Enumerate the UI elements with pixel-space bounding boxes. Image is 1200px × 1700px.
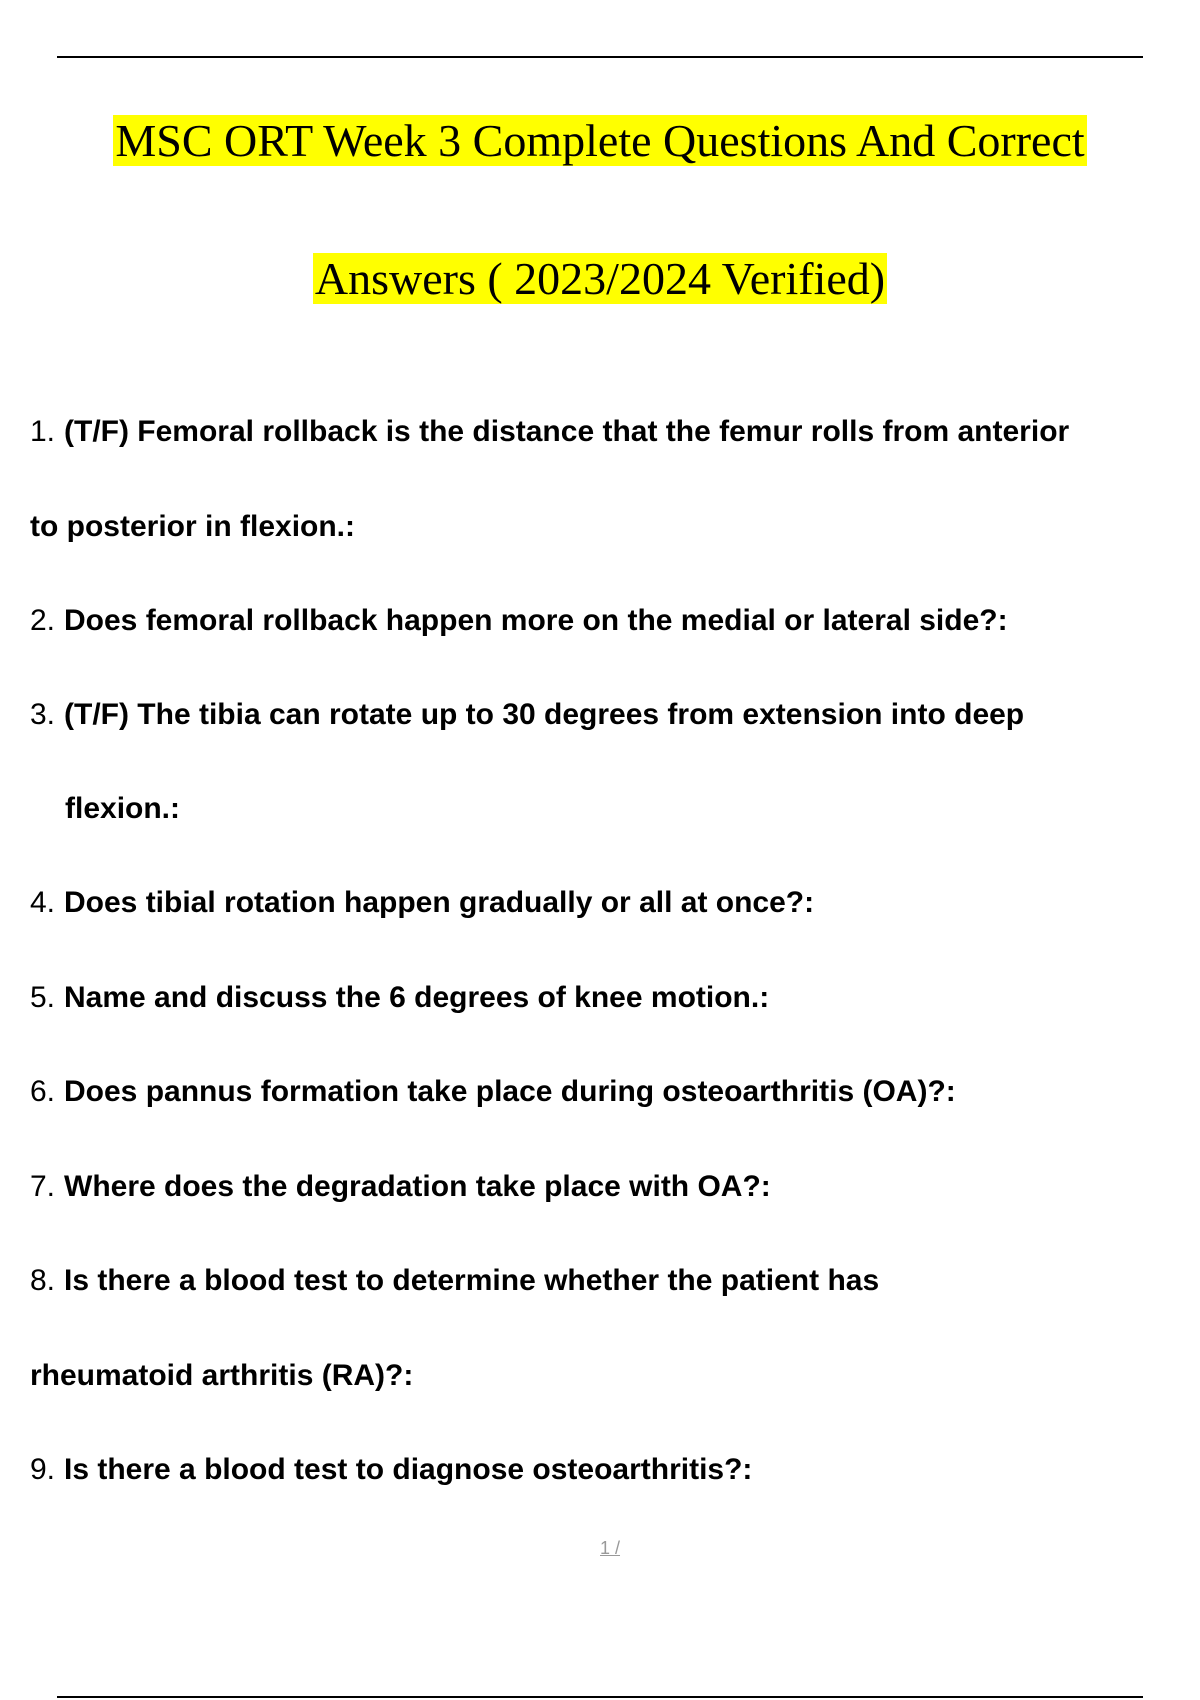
question-text: (T/F) Femoral rollback is the distance that the femur rolls from anterior bbox=[64, 415, 1070, 448]
question-text: Does tibial rotation happen gradually or all at once?: bbox=[64, 886, 815, 919]
question-number: 5. bbox=[30, 981, 56, 1014]
document-title-line-1 bbox=[0, 112, 1200, 170]
question-text: (T/F) The tibia can rotate up to 30 degrees from extension into deep bbox=[64, 698, 1025, 731]
question-number: 2. bbox=[30, 604, 56, 637]
question-number: 6. bbox=[30, 1075, 56, 1108]
top-divider bbox=[57, 56, 1143, 58]
question-1 bbox=[30, 414, 1069, 450]
question-1-continuation: to posterior in flexion.: bbox=[30, 510, 356, 543]
question-5 bbox=[30, 980, 769, 1016]
question-text: Is there a blood test to diagnose osteoarthritis?: bbox=[64, 1453, 753, 1486]
question-8-continuation: rheumatoid arthritis (RA)?: bbox=[30, 1359, 414, 1392]
question-number: 3. bbox=[30, 698, 56, 731]
question-number: 4. bbox=[30, 886, 56, 919]
question-text: Name and discuss the 6 degrees of knee motion.: bbox=[64, 981, 770, 1014]
question-3 bbox=[30, 697, 1024, 733]
question-4 bbox=[30, 885, 814, 921]
title-highlight-2: Answers ( 2023/2024 Verified) bbox=[314, 253, 886, 304]
title-highlight-1: MSC ORT Week 3 Complete Questions And Correct bbox=[115, 115, 1085, 166]
question-8 bbox=[30, 1263, 879, 1299]
question-number: 7. bbox=[30, 1170, 56, 1203]
bottom-divider bbox=[57, 1696, 1143, 1698]
question-6 bbox=[30, 1074, 956, 1110]
question-text: Where does the degradation take place with OA?: bbox=[64, 1170, 771, 1203]
question-3-continuation: flexion.: bbox=[65, 792, 181, 825]
question-2 bbox=[30, 603, 1008, 639]
question-number: 8. bbox=[30, 1264, 56, 1297]
page-number: 1 / bbox=[600, 1538, 621, 1558]
question-text: Is there a blood test to determine whether the patient has bbox=[64, 1264, 880, 1297]
question-9 bbox=[30, 1452, 752, 1488]
question-number: 1. bbox=[30, 415, 56, 448]
document-title-line-2 bbox=[0, 250, 1200, 308]
question-7 bbox=[30, 1169, 771, 1205]
question-number: 9. bbox=[30, 1453, 56, 1486]
question-text: Does pannus formation take place during osteoarthritis (OA)?: bbox=[64, 1075, 956, 1108]
question-text: Does femoral rollback happen more on the medial or lateral side?: bbox=[64, 604, 1008, 637]
